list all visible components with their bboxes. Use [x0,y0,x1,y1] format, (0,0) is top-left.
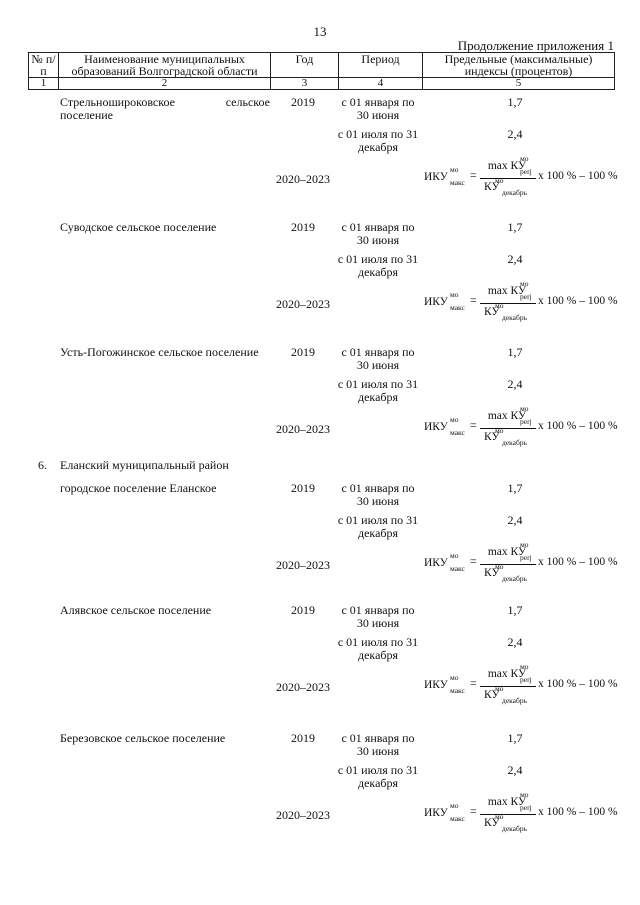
formula-lhs-sup: мо [450,165,459,174]
formula-numerator [480,662,534,684]
formula-lhs [424,415,465,437]
table-header [28,52,615,90]
period-second-half: с 01 июля по 31 декабря [337,252,419,279]
formula-denominator-sub: декабрь [502,824,527,833]
col-number: 5 [423,78,615,90]
formula-lhs-sub: макс [450,814,465,823]
formula-numerator-sub: рerj [520,292,532,301]
formula-numerator-sup: мо [520,662,529,671]
formula-lhs-sub: макс [450,303,465,312]
formula-denominator-sup: мо [495,176,504,185]
formula-fraction-bar [480,564,536,565]
formula-denominator-text: КУ [484,817,500,829]
formula-numerator-sub: рerj [520,803,532,812]
formula-lhs-sub: макс [450,178,465,187]
formula-equals: = [470,295,477,307]
header-period: Период [339,53,423,78]
formula-lhs-sup: мо [450,673,459,682]
year-2020-2023: 2020–2023 [276,808,330,822]
col-number: 3 [271,78,339,90]
formula-ikumaks [424,154,620,199]
row-number: 6. [38,458,47,472]
formula-denominator-text: КУ [484,431,500,443]
formula-equals: = [470,556,477,568]
formula-denominator [484,176,527,197]
formula-denominator-sub: декабрь [502,696,527,705]
year-2020-2023: 2020–2023 [276,680,330,694]
formula-denominator [484,684,527,705]
municipality-name: Стрельношироковское сельское поселение [60,95,270,122]
col-number: 1 [29,78,59,90]
formula-ikumaks [424,404,620,449]
formula-denominator [484,562,527,583]
formula-lhs [424,165,465,187]
formula-denominator [484,812,527,833]
formula-numerator-text: max КУ [487,285,527,297]
formula-lhs-text: ИКУ [424,171,448,183]
period-second-half: с 01 июля по 31 декабря [337,513,419,540]
formula-denominator-text: КУ [484,306,500,318]
formula-denominator-sup: мо [495,684,504,693]
formula-lhs [424,673,465,695]
year-2020-2023: 2020–2023 [276,297,330,311]
formula-denominator-text: КУ [484,567,500,579]
formula-numerator [480,279,534,301]
formula-denominator-sup: мо [495,426,504,435]
formula-numerator [480,790,534,812]
formula-ikumaks [424,662,620,707]
formula-lhs-sub: макс [450,686,465,695]
formula-equals: = [470,170,477,182]
year-2020-2023: 2020–2023 [276,558,330,572]
header-num: № п/п [29,53,59,78]
index-value-second: 2,4 [507,513,523,527]
index-value-first: 1,7 [507,481,523,495]
index-value-second: 2,4 [507,252,523,266]
formula-equals: = [470,678,477,690]
formula-lhs [424,290,465,312]
municipality-name: Суводское сельское поселение [60,220,217,234]
district-name: Еланский муниципальный район [60,458,229,472]
formula-numerator-sup: мо [520,540,529,549]
formula-denominator-text: КУ [484,181,500,193]
formula-fraction-bar [480,814,536,815]
formula-numerator-sup: мо [520,279,529,288]
period-first-half: с 01 января по 30 июня [341,345,415,372]
formula-numerator-text: max КУ [487,546,527,558]
header-indices: Предельные (максимальные) индексы (процентов) [423,53,615,78]
formula-lhs-text: ИКУ [424,421,448,433]
formula-lhs-sup: мо [450,415,459,424]
formula-numerator-sub: рerj [520,417,532,426]
formula-numerator-sub: рerj [520,553,532,562]
continuation-label: Продолжение приложения 1 [457,38,614,53]
municipality-name: Березовское сельское поселение [60,731,226,745]
formula-numerator-text: max КУ [487,668,527,680]
formula-tail: х 100 % – 100 % [538,806,618,818]
year-2019: 2019 [291,731,315,745]
municipality-name: Алявское сельское поселение [60,603,212,617]
index-value-first: 1,7 [507,95,523,109]
formula-fraction-bar [480,303,536,304]
index-value-second: 2,4 [507,635,523,649]
formula-equals: = [470,806,477,818]
period-first-half: с 01 января по 30 июня [341,220,415,247]
index-value-second: 2,4 [507,127,523,141]
formula-fraction-bar [480,428,536,429]
formula-lhs [424,551,465,573]
formula-lhs-sub: макс [450,428,465,437]
formula-ikumaks [424,790,620,835]
formula-numerator-text: max КУ [487,796,527,808]
index-value-first: 1,7 [507,603,523,617]
formula-tail: х 100 % – 100 % [538,295,618,307]
formula-lhs-text: ИКУ [424,807,448,819]
formula-tail: х 100 % – 100 % [538,556,618,568]
year-2019: 2019 [291,481,315,495]
period-first-half: с 01 января по 30 июня [341,603,415,630]
header-year: Год [271,53,339,78]
formula-fraction-bar [480,686,536,687]
period-first-half: с 01 января по 30 июня [341,95,415,122]
formula-lhs-sup: мо [450,551,459,560]
formula-tail: х 100 % – 100 % [538,170,618,182]
formula-numerator [480,154,534,176]
formula-numerator-text: max КУ [487,160,527,172]
formula-numerator-sup: мо [520,404,529,413]
period-second-half: с 01 июля по 31 декабря [337,127,419,154]
formula-denominator-sup: мо [495,301,504,310]
formula-lhs [424,801,465,823]
formula-denominator-sup: мо [495,812,504,821]
formula-denominator-text: КУ [484,689,500,701]
formula-numerator-sub: рerj [520,675,532,684]
formula-lhs-text: ИКУ [424,557,448,569]
formula-lhs-sup: мо [450,290,459,299]
formula-denominator-sup: мо [495,562,504,571]
formula-denominator-sub: декабрь [502,188,527,197]
index-value-first: 1,7 [507,220,523,234]
formula-numerator [480,540,534,562]
index-value-first: 1,7 [507,731,523,745]
municipality-name: городское поселение Еланское [60,481,217,495]
formula-numerator-sup: мо [520,790,529,799]
formula-denominator [484,301,527,322]
formula-numerator-sup: мо [520,154,529,163]
formula-numerator-text: max КУ [487,410,527,422]
page-number: 13 [313,24,327,39]
formula-ikumaks [424,279,620,324]
formula-denominator-sub: декабрь [502,438,527,447]
formula-lhs-text: ИКУ [424,679,448,691]
period-first-half: с 01 января по 30 июня [341,731,415,758]
year-2019: 2019 [291,220,315,234]
col-number: 2 [59,78,271,90]
formula-numerator-sub: рerj [520,167,532,176]
period-second-half: с 01 июля по 31 декабря [337,763,419,790]
formula-lhs-sub: макс [450,564,465,573]
formula-denominator-sub: декабрь [502,574,527,583]
col-number: 4 [339,78,423,90]
period-first-half: с 01 января по 30 июня [341,481,415,508]
formula-tail: х 100 % – 100 % [538,678,618,690]
formula-lhs-sup: мо [450,801,459,810]
formula-numerator [480,404,534,426]
year-2019: 2019 [291,345,315,359]
index-value-first: 1,7 [507,345,523,359]
period-second-half: с 01 июля по 31 декабря [337,377,419,404]
formula-denominator [484,426,527,447]
index-value-second: 2,4 [507,763,523,777]
formula-ikumaks [424,540,620,585]
period-second-half: с 01 июля по 31 декабря [337,635,419,662]
formula-fraction-bar [480,178,536,179]
year-2020-2023: 2020–2023 [276,422,330,436]
formula-tail: х 100 % – 100 % [538,420,618,432]
formula-lhs-text: ИКУ [424,296,448,308]
header-name: Наименование муниципальных образований Волгоградской области [59,53,271,78]
formula-equals: = [470,420,477,432]
formula-denominator-sub: декабрь [502,313,527,322]
year-2019: 2019 [291,603,315,617]
year-2019: 2019 [291,95,315,109]
index-value-second: 2,4 [507,377,523,391]
municipality-name: Усть-Погожинское сельское поселение [60,345,259,359]
year-2020-2023: 2020–2023 [276,172,330,186]
